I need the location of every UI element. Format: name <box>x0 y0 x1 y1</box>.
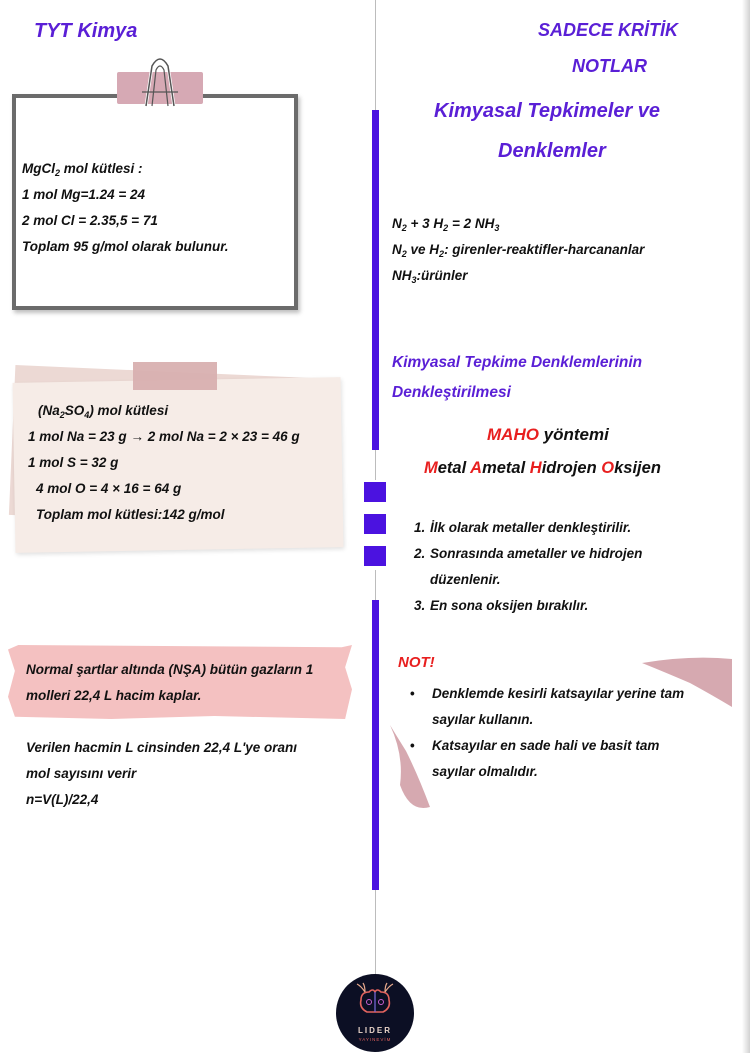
volume-line1: Verilen hacmin L cinsinden 22,4 L'ye oranı <box>26 740 298 755</box>
section1-title-line1: Kimyasal Tepkimeler ve <box>434 100 661 122</box>
mgcl2-line2: 1 mol Mg=1.24 = 24 <box>22 187 146 202</box>
molar-mass-card-mgcl2 <box>12 94 298 310</box>
divider-thin-mid <box>375 450 376 480</box>
not-bullet-2-line2: sayılar olmalıdır. <box>432 764 538 779</box>
section2-title-line2: Denkleştirilmesi <box>392 384 511 401</box>
nsa-line1: Normal şartlar altında (NŞA) bütün gazların 1 <box>26 662 314 677</box>
divider-thin-lower <box>375 570 376 600</box>
logo-name: LIDER <box>358 1026 392 1035</box>
step-item: düzenlenir. <box>430 572 501 587</box>
not-bullet-1-line2: sayılar kullanın. <box>432 712 534 727</box>
nsa-line2: molleri 22,4 L hacim kaplar. <box>26 688 202 703</box>
section1-title-line2: Denklemler <box>498 140 606 162</box>
volume-line3: n=V(L)/22,4 <box>26 792 99 807</box>
na2so4-line5: Toplam mol kütlesi:142 g/mol <box>36 507 225 522</box>
mgcl2-line4: Toplam 95 g/mol olarak bulunur. <box>22 239 229 254</box>
divider-square-1 <box>364 482 386 502</box>
subject-title: TYT Kimya <box>34 20 138 42</box>
bullet-icon: • <box>410 738 415 753</box>
reactants-line: $N_2$ ve $H_2$: girenler-reaktifler-harcananlar <box>392 242 645 259</box>
not-bullet-1-line1: • Denklemde kesirli katsayılar yerine tam <box>410 681 684 707</box>
divider-line-top <box>372 110 379 450</box>
tape-strip <box>133 362 217 390</box>
not-title: NOT! <box>398 654 435 671</box>
divider-thin-top <box>375 0 376 110</box>
bullet-icon: • <box>410 686 415 701</box>
na2so4-line4: 4 mol O = 4 × 16 = 64 g <box>36 481 182 496</box>
publisher-logo <box>336 974 414 1052</box>
not-bullet-2-line1: • Katsayılar en sade hali ve basit tam <box>410 733 684 759</box>
paper-clip-icon <box>132 48 188 108</box>
maho-method-title: MAHO yöntemi <box>487 425 609 444</box>
na2so4-line3: 1 mol S = 32 g <box>28 455 119 470</box>
arrow-right-icon: → <box>130 429 144 444</box>
divider-square-3 <box>364 546 386 566</box>
divider-square-2 <box>364 514 386 534</box>
na2so4-line2: 1 mol Na = 23 g → 2 mol Na = 2 × 23 = 46 g <box>28 429 300 444</box>
brain-antler-icon <box>355 982 395 1016</box>
mgcl2-line3: 2 mol Cl = 2.35,5 = 71 <box>22 213 158 228</box>
section2-title-line1: Kimyasal Tepkime Denklemlerinin <box>392 354 643 371</box>
na2so4-line1: $(Na_2SO_4)$ mol kütlesi <box>38 403 169 420</box>
divider-line-bottom <box>372 600 379 890</box>
volume-line2: mol sayısını verir <box>26 766 137 781</box>
notes-title-line1: SADECE KRİTİK <box>538 20 679 40</box>
divider-thin-bottom <box>375 890 376 975</box>
page-edge-shadow <box>742 0 750 1053</box>
step-item: 2. Sonrasında ametaller ve hidrojen <box>414 546 643 561</box>
step-item: 3. En sona oksijen bırakılır. <box>414 598 589 613</box>
step-item: 1. İlk olarak metaller denkleştirilir. <box>414 520 632 535</box>
products-line: $NH_3:ürünler$ <box>392 268 468 285</box>
reaction-equation: $N_2 + 3$ $H_2 = 2$ $NH_3$ <box>392 216 500 233</box>
mgcl2-line1: MgCl$_2$ mol kütlesi : <box>22 161 143 178</box>
logo-sub: YAYINEVİM <box>358 1037 392 1042</box>
notes-title-line2: NOTLAR <box>572 56 647 76</box>
maho-expansion: Metal Ametal Hidrojen Oksijen <box>424 459 661 477</box>
